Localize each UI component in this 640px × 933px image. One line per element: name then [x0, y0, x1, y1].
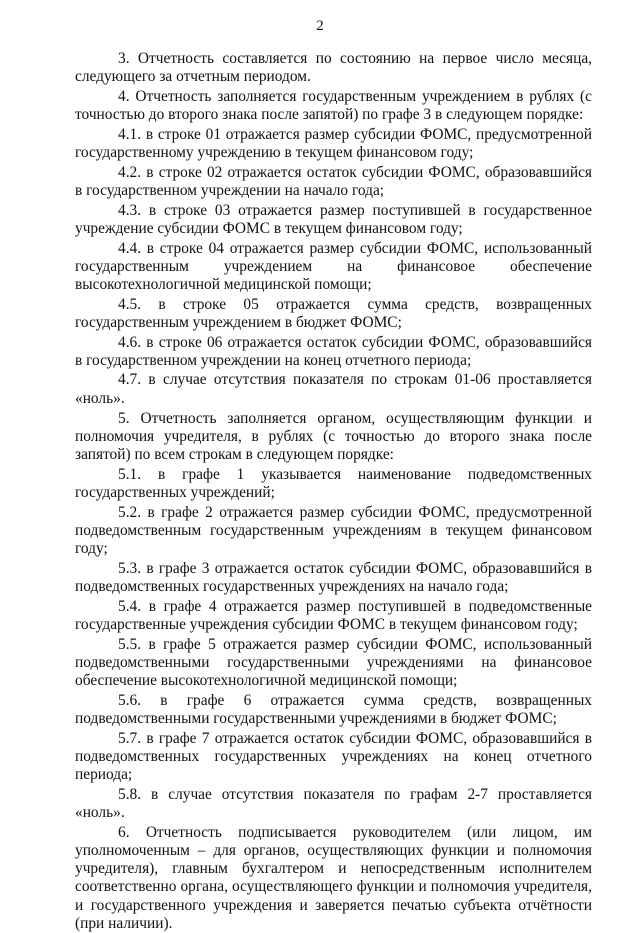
paragraph-4: 4. Отчетность заполняется государственным учреждением в рублях (с точностью до второго знака после запятой) по графе 3 в следующем порядке:: [75, 87, 592, 124]
paragraph-5-5: 5.5. в графе 5 отражается размер субсидии ФОМС, использованный подведомственными государственными учреждениями на финансовое обеспечение высокотехнологичной медицинской помощи;: [75, 635, 592, 690]
paragraph-4-3: 4.3. в строке 03 отражается размер поступившей в государственное учреждение субсидии ФОМС в текущем финансовом году;: [75, 201, 592, 237]
page-number: 2: [316, 18, 324, 34]
paragraph-4-1: 4.1. в строке 01 отражается размер субсидии ФОМС, предусмотренной государственному учреждению в текущем финансовом году;: [75, 125, 592, 162]
paragraph-5-1: 5.1. в графе 1 указывается наименование подведомственных государственных учреждений;: [75, 465, 592, 502]
paragraph-4-2: 4.2. в строке 02 отражается остаток субсидии ФОМС, образовавшийся в государственном учреждении на начало года;: [75, 163, 592, 199]
paragraph-6: 6. Отчетность подписывается руководителем (или лицом, им уполномоченным – для органов, осуществляющих функции и полномочия учредителя), главным бухгалтером и непосредственным исполнителем соответственно органа, осуществляющего функции и полномочия учредителя, и государственного учреждения и заверяется печатью субъекта отчётности (при наличии).: [75, 823, 592, 932]
document-body: [75, 50, 592, 933]
paragraph-5: 5. Отчетность заполняется органом, осуществляющим функции и полномочия учредителя, в рублях (с точностью до второго знака после запятой) по всем строкам в следующем порядке:: [75, 409, 592, 464]
paragraph-3: 3. Отчетность составляется по состоянию на первое число месяца, следующего за отчетным периодом.: [75, 50, 592, 86]
paragraph-4-7: 4.7. в случае отсутствия показателя по строкам 01-06 проставляется «ноль».: [75, 371, 592, 407]
paragraph-5-2: 5.2. в графе 2 отражается размер субсидии ФОМС, предусмотренной подведомственным государственным учреждениям в текущем финансовом году;: [75, 503, 592, 558]
paragraph-4-4: 4.4. в строке 04 отражается размер субсидии ФОМС, использованный государственным учреждением на финансовое обеспечение высокотехнологичной медицинской помощи;: [75, 239, 592, 293]
paragraph-4-6: 4.6. в строке 06 отражается остаток субсидии ФОМС, образовавшийся в государственном учреждении на конец отчетного периода;: [75, 333, 592, 369]
paragraph-4-5: 4.5. в строке 05 отражается сумма средств, возвращенных государственным учреждением в бюджет ФОМС;: [75, 295, 592, 331]
paragraph-5-4: 5.4. в графе 4 отражается размер поступившей в подведомственные государственные учреждения субсидии ФОМС в текущем финансовом году;: [75, 597, 592, 634]
paragraph-5-6: 5.6. в графе 6 отражается сумма средств, возвращенных подведомственными государственными учреждениями в бюджет ФОМС;: [75, 691, 592, 728]
paragraph-5-7: 5.7. в графе 7 отражается остаток субсидии ФОМС, образовавшийся в подведомственных государственных учреждениях на конец отчетного периода;: [75, 729, 592, 784]
paragraph-5-3: 5.3. в графе 3 отражается остаток субсидии ФОМС, образовавшийся в подведомственных государственных учреждениях на начало года;: [75, 559, 592, 596]
paragraph-5-8: 5.8. в случае отсутствия показателя по графам 2-7 проставляется «ноль».: [75, 785, 592, 822]
